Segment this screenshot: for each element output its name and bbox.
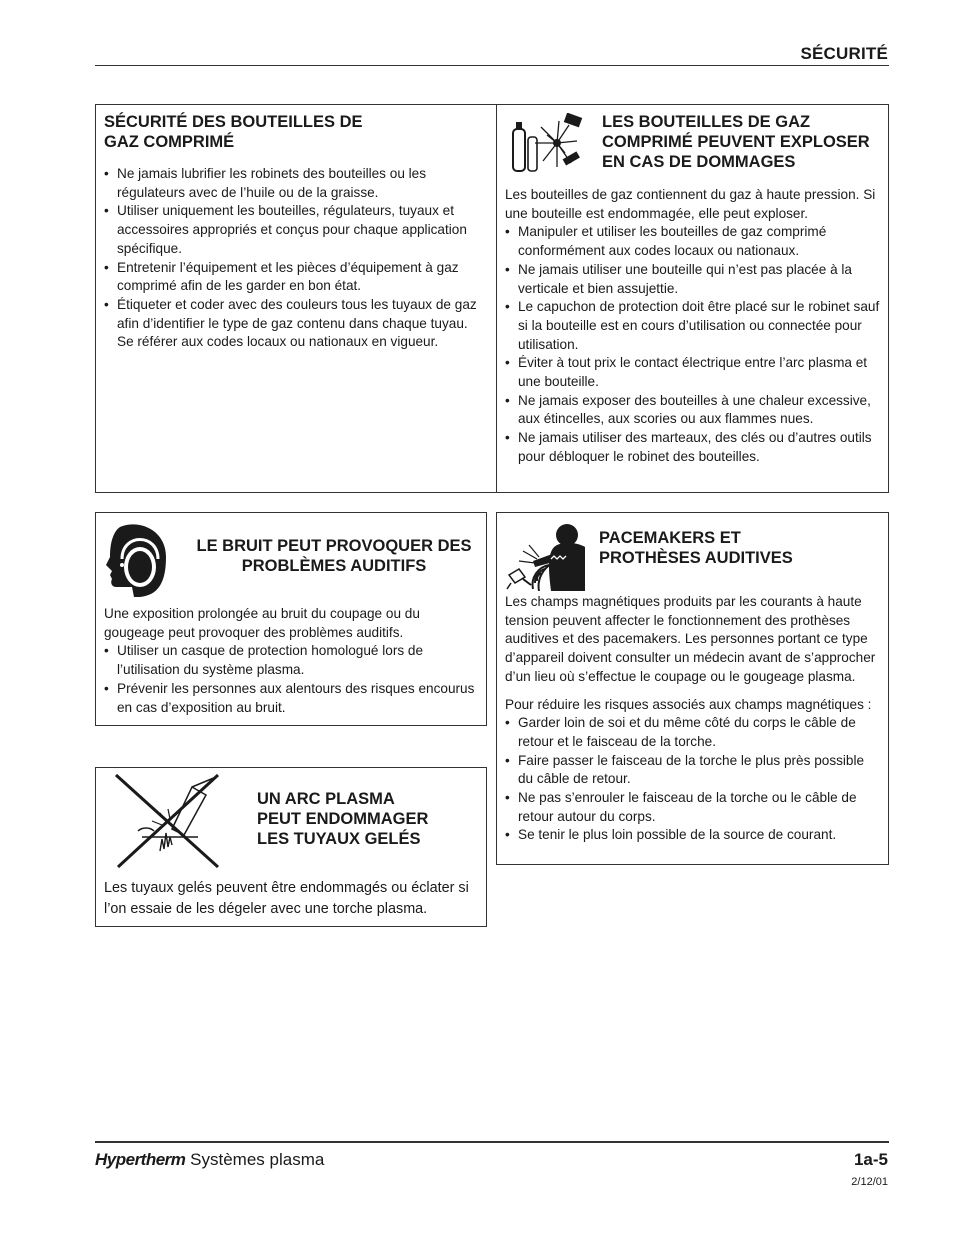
pacemaker-list — [505, 714, 880, 845]
footer-rule — [95, 1141, 889, 1143]
noise-intro: Une exposition prolongée au bruit du coupage ou du gougeage peut provoquer des problèmes auditifs. — [104, 606, 420, 640]
list-item: • Faire passer le faisceau de la torche le plus près possible du câble de retour. — [505, 752, 880, 789]
pacemaker-title: PACEMAKERS ET PROTHÈSES AUDITIVES — [599, 529, 793, 567]
gas-explode-intro: Les bouteilles de gaz contiennent du gaz à haute pression. Si une bouteille est endommagée, elle peut exploser. — [505, 187, 876, 221]
pacemaker-box — [496, 512, 889, 865]
product-name: Systèmes plasma — [190, 1150, 325, 1169]
list-item: • Le capuchon de protection doit être placé sur le robinet sauf si la bouteille est en cours d’utilisation ou connectée pour utilisation. — [505, 298, 880, 354]
no-thawing-pipes-icon — [112, 773, 224, 869]
list-item: • Éviter à tout prix le contact électrique entre l’arc plasma et une bouteille. — [505, 354, 880, 391]
list-item: • Utiliser uniquement les bouteilles, régulateurs, tuyaux et accessoires appropriés et conçus pour chaque application spécifique. — [104, 202, 488, 258]
brand-logo: Hypertherm — [95, 1150, 186, 1169]
list-item: • Entretenir l’équipement et les pièces d’équipement à gaz comprimé afin de les garder en bon état. — [104, 259, 488, 296]
list-item: • Utiliser un casque de protection homologué lors de l’utilisation du système plasma. — [104, 642, 478, 679]
list-item: • Ne jamais utiliser des marteaux, des clés ou d’autres outils pour débloquer le robinet des bouteilles. — [505, 429, 880, 466]
frozen-pipes-title: UN ARC PLASMA PEUT ENDOMMAGER LES TUYAUX GELÉS — [257, 790, 429, 848]
list-item: • Se tenir le plus loin possible de la source de courant. — [505, 826, 880, 845]
pacemaker-intro2: Pour réduire les risques associés aux champs magnétiques : — [505, 696, 872, 712]
gas-safety-box — [95, 104, 497, 493]
gas-safety-list — [104, 165, 488, 352]
pacemaker-intro: Les champs magnétiques produits par les courants à haute tension peuvent affecter le fonctionnement des prothèses auditives et des pacemakers. Les personnes portant ce type d’appareil doivent consulter un médecin avant de s’approcher d’un lieu où s’effectue le coupage ou le gougeage plasma. — [505, 594, 876, 684]
frozen-pipes-body: Les tuyaux gelés peuvent être endommagés ou éclater si l’on essaie de les dégeler avec une torche plasma. — [104, 880, 469, 917]
noise-box — [95, 512, 487, 726]
list-item: • Ne jamais exposer des bouteilles à une chaleur excessive, aux étincelles, aux scories ou aux flammes nues. — [505, 392, 880, 429]
pacemaker-hazard-icon — [503, 519, 585, 591]
gas-safety-title: SÉCURITÉ DES BOUTEILLES DE GAZ COMPRIMÉ — [104, 113, 363, 151]
revision-date: 2/12/01 — [851, 1176, 888, 1188]
gas-explode-title: LES BOUTEILLES DE GAZ COMPRIMÉ PEUVENT EXPLOSER EN CAS DE DOMMAGES — [602, 113, 870, 171]
footer-brand — [95, 1150, 324, 1170]
list-item: • Garder loin de soi et du même côté du corps le câble de retour et le faisceau de la torche. — [505, 714, 880, 751]
list-item: • Prévenir les personnes aux alentours des risques encourus en cas d’exposition au bruit. — [104, 680, 478, 717]
ear-protection-icon — [104, 521, 170, 599]
page-number: 1a-5 — [853, 1150, 888, 1169]
noise-list — [104, 642, 478, 717]
frozen-pipes-box — [95, 767, 487, 927]
list-item: • Ne jamais utiliser une bouteille qui n’est pas placée à la verticale et bien assujettie. — [505, 261, 880, 298]
gas-explode-box — [496, 104, 889, 493]
list-item: • Manipuler et utiliser les bouteilles de gaz comprimé conformément aux codes locaux ou nationaux. — [505, 223, 880, 260]
exploding-cylinder-icon — [507, 113, 587, 175]
section-title: SÉCURITÉ — [800, 44, 888, 63]
gas-explode-list — [505, 223, 880, 466]
list-item: • Ne pas s’enrouler le faisceau de la torche ou le câble de retour autour du corps. — [505, 789, 880, 826]
list-item: • Étiqueter et coder avec des couleurs tous les tuyaux de gaz afin d’identifier le type de gaz contenu dans chaque tuyau. Se référer aux codes locaux ou nationaux en vigueur. — [104, 296, 488, 352]
header-rule — [95, 65, 889, 66]
noise-title: LE BRUIT PEUT PROVOQUER DES PROBLÈMES AUDITIFS — [196, 537, 472, 575]
list-item: • Ne jamais lubrifier les robinets des bouteilles ou les régulateurs avec de l’huile ou de la graisse. — [104, 165, 488, 202]
